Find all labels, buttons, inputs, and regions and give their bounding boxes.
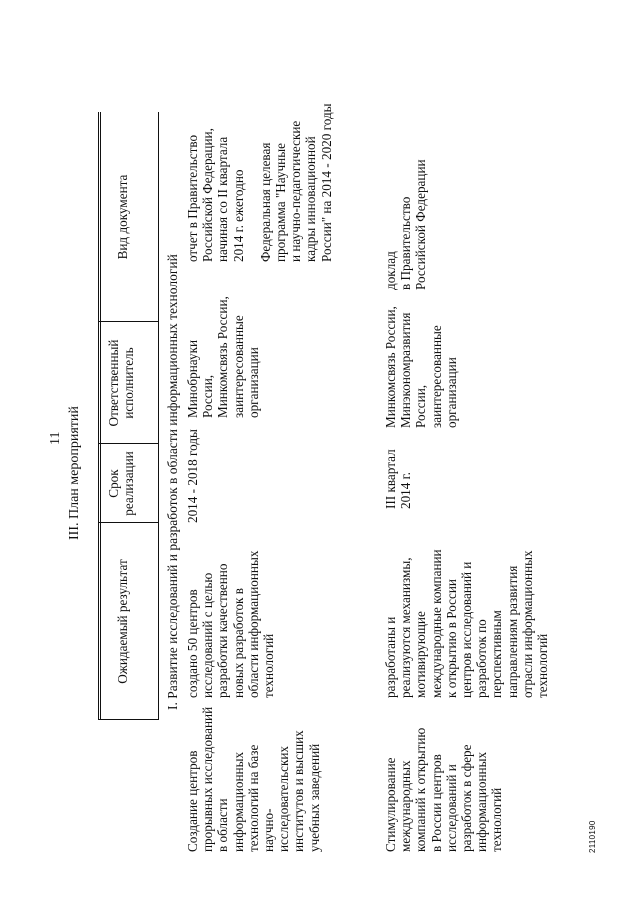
table-row-2-document: доклад в Правительство Российской Федерации bbox=[383, 159, 429, 290]
table-row-2-measure: Стимулирование международных компаний к открытию в России центров исследований и разработок в сфере информационных технологий bbox=[383, 727, 505, 852]
table-row-1-executor: Минобрнауки России, Минкомсвязь России, заинтересованные организации bbox=[185, 296, 261, 418]
table-row-1-document: отчет в Правительство Российской Федерации, начиная со II квартала 2014 г. ежегодно Федеральная целевая программа "Научные и научно-педагогические кадры инновационной России" на 2014 - 2020 годы bbox=[185, 103, 334, 262]
table-row-2-result: разработаны и реализуются механизмы, мотивирующие международные компании к открытию в России центров исследований и разработок по перспективным направлениям развития отрасли информационных технологий bbox=[383, 549, 551, 698]
table-top-border-inner bbox=[100, 112, 101, 720]
table-top-border bbox=[98, 112, 99, 720]
table-row-2-executor: Минкомсвязь России, Минэкономразвития России, заинтересованные организации bbox=[383, 306, 459, 428]
header-deadline: Срок реализации bbox=[106, 451, 136, 516]
table-row-2-deadline: III квартал 2014 г. bbox=[383, 449, 414, 509]
rotated-page bbox=[40, 50, 600, 860]
header-document-type: Вид документа bbox=[115, 174, 130, 260]
document-code: 2110190 bbox=[588, 820, 597, 853]
table-header-bottom-border bbox=[158, 112, 159, 720]
header-expected-result: Ожидаемый результат bbox=[115, 559, 130, 684]
table-row-1-deadline: 2014 - 2018 годы bbox=[185, 429, 200, 523]
section-title: III. План мероприятий bbox=[67, 406, 82, 540]
header-executor: Ответственный исполнитель bbox=[106, 339, 136, 427]
table-row-1-result: создано 50 центров исследований с целью разработки качественно новых разработок в области информационных технологий bbox=[185, 550, 277, 698]
section-heading: I. Развитие исследований и разработок в области информационных технологий bbox=[165, 254, 180, 710]
table-row-1-measure: Создание центров прорывных исследований в области информационных технологий на базе научно- исследовательских институтов и высших учебных заведений bbox=[185, 706, 322, 852]
page-number: 11 bbox=[48, 431, 63, 445]
